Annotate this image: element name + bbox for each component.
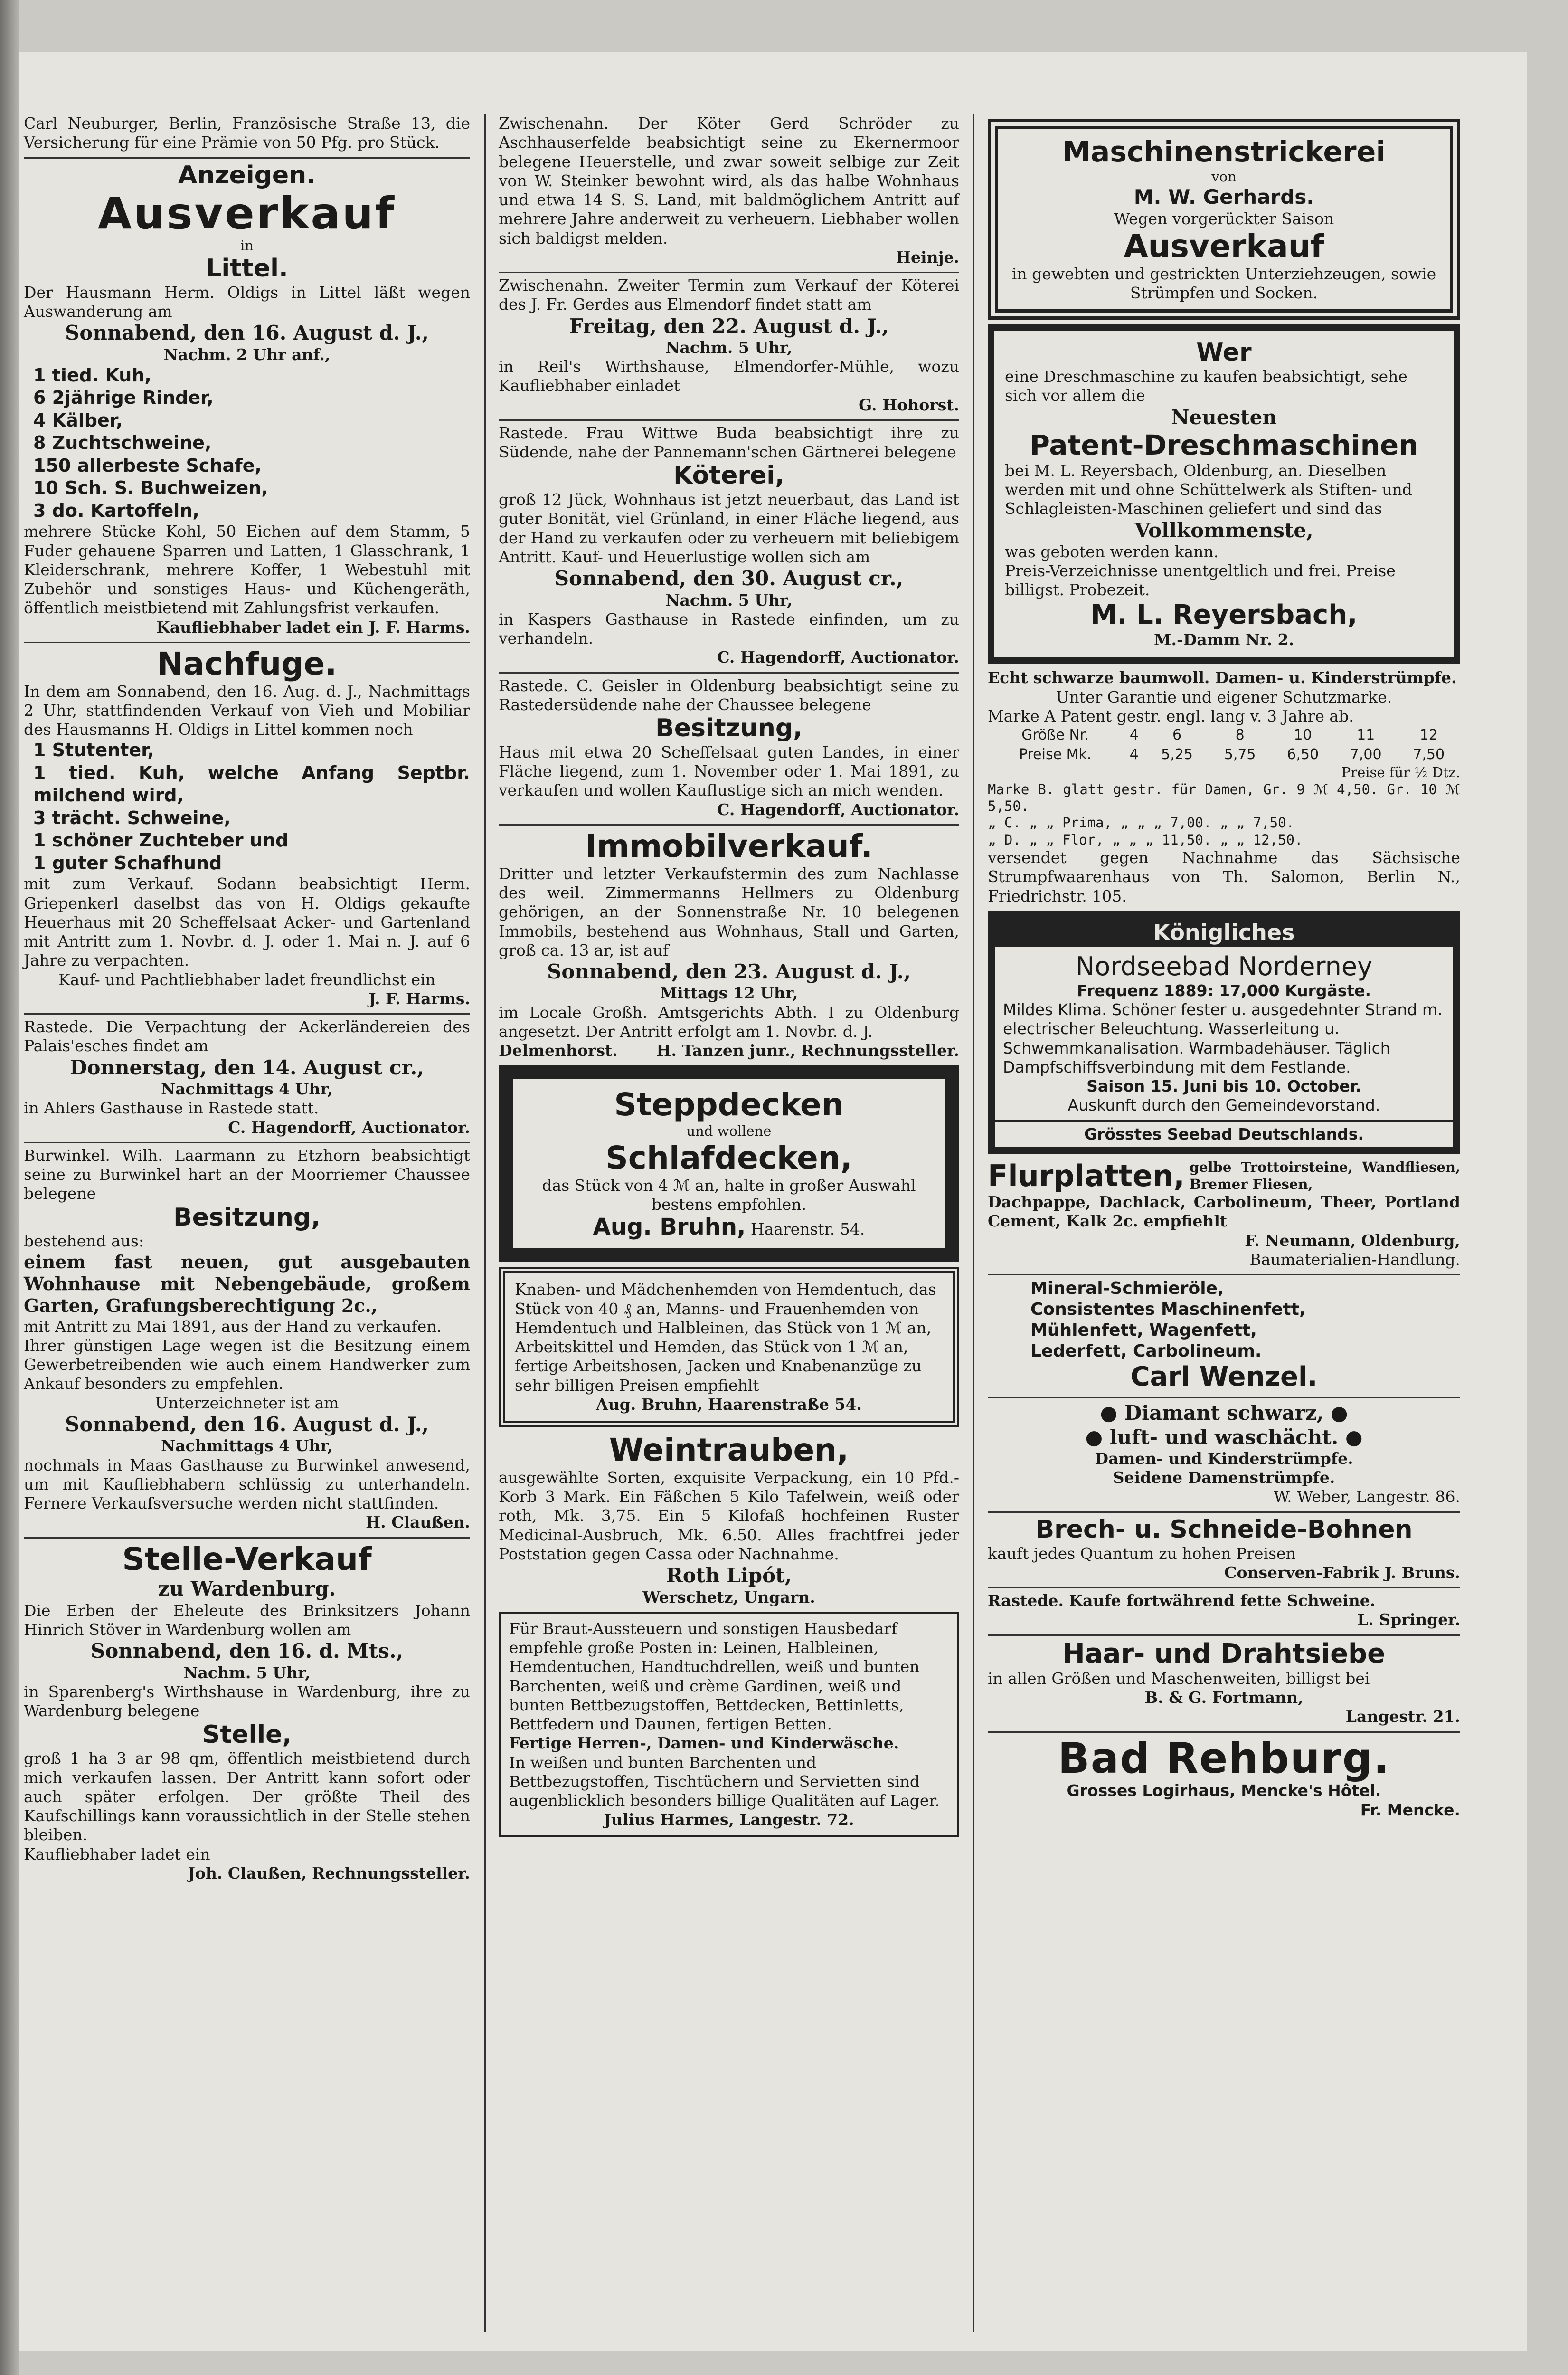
- ad-date: Sonnabend, den 16. d. Mts.,: [90, 1639, 404, 1663]
- rule: [24, 1537, 470, 1539]
- ad-signoff: C. Hagendorff, Auctionator.: [717, 648, 959, 667]
- ad-text: luft- und waschächt.: [1109, 1425, 1339, 1449]
- ad-flurplatten: [988, 1159, 1460, 1269]
- table-row: [988, 726, 1460, 745]
- ad-date: Freitag, den 22. August d. J.,: [569, 314, 889, 338]
- ad-text: In weißen und bunten Barchenten und Bettbezugstoffen, Tischtüchern und Servietten sind augenblicklich besonders billige Qualitäten auf Lager.: [509, 1753, 940, 1810]
- rule: [24, 157, 470, 159]
- table-cell: 7,50: [1413, 746, 1445, 763]
- rule: [988, 1511, 1460, 1513]
- ad-knaben-hemden: [499, 1267, 959, 1427]
- ad-text: Die Erben der Eheleute des Brinksitzers Johann Hinrich Stöver in Wardenburg wollen am: [24, 1601, 470, 1639]
- list-item: 8 Zuchtschweine,: [33, 432, 212, 454]
- rule: [24, 1013, 470, 1015]
- ad-title: Maschinenstrickerei: [1062, 135, 1386, 169]
- ad-text: Unter Garantie und eigener Schutzmarke.: [1056, 687, 1392, 706]
- ad-neuburger: [24, 114, 470, 152]
- ad-text: Dritter und letzter Verkaufstermin des zum Nachlasse des weil. Zimmermanns Hellmers zu Oldenburg gehörigen, an der Sonnenstraße Nr. 10 belegenen Immobils, bestehend aus Wohnhaus, Stall und Garten, groß ca. 13 ar, ist auf: [499, 864, 959, 960]
- ad-text: In dem am Sonnabend, den 16. Aug. d. J., Nachmittags 2 Uhr, stattfindenden Verkauf von Vieh und Mobiliar des Hausmanns H. Oldigs in Littel kommen noch: [24, 682, 470, 739]
- ad-text: mehrere Stücke Kohl, 50 Eichen auf dem Stamm, 5 Fuder gehauene Sparren und Latten, 1 Glasschrank, 1 Kleiderschrank, mehrere Koffer, 1 Webestuhl mit Zubehör und sonstiges Haus- und Küchengeräth, öffentlich meistbietend mit Zahlungsfrist verkaufen.: [24, 522, 470, 618]
- ad-dreschmaschinen: [988, 324, 1460, 664]
- ad-title: Haar- und Drahtsiebe: [1062, 1638, 1386, 1669]
- ad-name: B. & G. Fortmann,: [1144, 1688, 1304, 1707]
- ad-text: Ihrer günstigen Lage wegen ist die Besitzung einem Gewerbetreibenden wie auch einem Handwerker zum Ankauf besonders zu empfehlen.: [24, 1336, 470, 1393]
- ad-signoff: Fr. Mencke.: [1360, 1800, 1460, 1819]
- ad-title: Diamant schwarz,: [1124, 1401, 1324, 1425]
- ad-zwischenahn-koeterei: [499, 276, 959, 415]
- ad-siebe: [988, 1639, 1460, 1727]
- ad-date: Sonnabend, den 23. August d. J.,: [547, 960, 911, 984]
- rule: [988, 1731, 1460, 1733]
- ad-text: Marke A Patent gestr. engl. lang v. 3 Jahre ab.: [988, 706, 1354, 725]
- ad-text: nochmals in Maas Gasthause zu Burwinkel anwesend, um mit Kaufliebhabern schlüssig zu unterhandeln. Fernere Verkaufsversuche werden nicht stattfinden.: [24, 1455, 470, 1513]
- ad-date: Donnerstag, den 14. August cr.,: [70, 1055, 424, 1079]
- book-spine-shadow: [0, 0, 19, 2375]
- ad-title: Besitzung,: [655, 714, 803, 743]
- table-cell: 12: [1419, 727, 1438, 744]
- ad-text-bold: einem fast neuen, gut ausgebauten Wohnhause mit Nebengebäude, großem Garten, Grafungsberechtigung 2c.,: [24, 1251, 470, 1317]
- ad-footer: Grösstes Seebad Deutschlands.: [995, 1120, 1453, 1147]
- ad-text: Rastede. Kaufe fortwährend fette Schweine.: [988, 1591, 1376, 1610]
- bullet-icon: ●: [1330, 1401, 1348, 1425]
- ad-title: Ausverkauf: [98, 188, 396, 239]
- ad-date: Sonnabend, den 30. August cr.,: [554, 567, 904, 590]
- ad-text-bold: Frequenz 1889: 17,000 Kurgäste.: [1077, 981, 1371, 1000]
- table-cell: 5,25: [1161, 746, 1193, 763]
- ad-weintrauben: [499, 1432, 959, 1607]
- list-item: 1 tied. Kuh,: [33, 364, 151, 386]
- ad-title: Patent-Dreschmaschinen: [1030, 429, 1418, 462]
- column-divider: [484, 114, 486, 2332]
- table-cell: 6: [1172, 727, 1182, 744]
- list-item: Mineral-Schmieröle,: [1030, 1279, 1224, 1299]
- column-1: [19, 114, 475, 2332]
- ad-signoff: Heinje.: [896, 247, 959, 266]
- list-item: 1 Stutenter,: [33, 740, 154, 761]
- ad-text: im Locale Großh. Amtsgerichts Abth. I zu Oldenburg angesetzt. Der Antritt erfolgt am 1. Novbr. d. J.: [499, 1003, 959, 1041]
- ad-time: Nachm. 5 Uhr,: [183, 1663, 311, 1682]
- ad-text: versendet gegen Nachnahme das Sächsische Strumpfwaarenhaus von Th. Salomon, Berlin N., Friedrichstr. 105.: [988, 848, 1460, 905]
- ad-text: und wollene: [686, 1123, 772, 1140]
- list-item: 3 trächt. Schweine,: [33, 807, 231, 828]
- ad-text: „ C. „ „ Prima, „ „ „ 7,00. „ „ 7,50.: [988, 815, 1295, 831]
- list-item: 6 2jährige Rinder,: [33, 387, 214, 408]
- ad-signoff: G. Hohorst.: [859, 395, 959, 414]
- ad-text: in Kaspers Gasthause in Rastede einfinden, um zu verhandeln.: [499, 609, 959, 648]
- ad-title: Ausverkauf: [1124, 228, 1324, 265]
- ad-footer: [499, 1041, 959, 1060]
- ad-zwischenahn-heuerstelle: [499, 114, 959, 267]
- ad-diamant-schwarz: [988, 1401, 1460, 1507]
- ad-text: was geboten werden kann.: [1005, 542, 1219, 561]
- ad-signoff: J. F. Harms.: [368, 989, 470, 1008]
- ad-braut-aussteuern: [499, 1612, 959, 1837]
- ad-norderney: [988, 911, 1460, 1154]
- ad-signoff: C. Hagendorff, Auctionator.: [228, 1118, 470, 1137]
- ad-maschinenstrickerei: [988, 119, 1460, 320]
- table-cell: 5,75: [1224, 746, 1256, 763]
- list-item: Mühlenfett, Wagenfett,: [1030, 1320, 1257, 1340]
- ad-time: Nachm. 5 Uhr,: [665, 590, 793, 609]
- ad-text: groß 1 ha 3 ar 98 qm, öffentlich meistbietend durch mich verkaufen lassen. Der Antritt kann sofort oder auch später erfolgen. Der größte Theil des Kaufschillings kann voraussichtlich in der Stelle stehen bleiben.: [24, 1749, 470, 1844]
- ad-time: Mittags 12 Uhr,: [660, 984, 798, 1003]
- table-cell: 8: [1235, 727, 1245, 744]
- ad-address: M.-Damm Nr. 2.: [1154, 630, 1294, 649]
- ad-signoff: Joh. Claußen, Rechnungssteller.: [188, 1863, 470, 1882]
- ad-title: Bad Rehburg.: [1058, 1733, 1390, 1783]
- ad-burwinkel: [24, 1146, 470, 1532]
- ad-side-note: gelbe Trottoirsteine, Wandfliesen, Bremer Fliesen,: [1189, 1159, 1460, 1192]
- ad-text: Der Hausmann Herm. Oldigs in Littel läßt wegen Auswanderung am: [24, 283, 470, 321]
- ad-signoff: Julius Harmes, Langestr. 72.: [604, 1810, 854, 1829]
- ad-signoff: W. Weber, Langestr. 86.: [1274, 1487, 1460, 1506]
- table-cell: 7,00: [1350, 746, 1382, 763]
- ad-text: in: [240, 238, 254, 254]
- ad-text: mit Antritt zu Mai 1891, aus der Hand zu verkaufen.: [24, 1317, 442, 1336]
- ad-text: Kauf- und Pachtliebhaber ladet freundlichst ein: [58, 970, 436, 989]
- ad-title: Schlafdecken,: [605, 1139, 852, 1176]
- bullet-icon: ●: [1085, 1425, 1103, 1449]
- ad-text: Kaufliebhaber ladet ein: [24, 1844, 210, 1863]
- ad-title: Steppdecken: [614, 1086, 844, 1123]
- list-item: 150 allerbeste Schafe,: [33, 455, 262, 476]
- item-list: [33, 364, 470, 522]
- table-cell: 6,50: [1287, 746, 1319, 763]
- ad-header: Königliches: [995, 918, 1453, 947]
- ad-title-row: [988, 1401, 1460, 1425]
- list-item: 10 Sch. S. Buchweizen,: [33, 477, 268, 499]
- ad-place: Werschetz, Ungarn.: [642, 1587, 815, 1606]
- ad-name: M. L. Reyersbach,: [1090, 599, 1358, 630]
- table-cell: Preise Mk.: [1019, 746, 1092, 763]
- ad-text: bei M. L. Reyersbach, Oldenburg, an. Dieselben werden mit und ohne Schüttelwerk als Stiften- und Schlagleisten-Maschinen geliefert und sind das: [1005, 461, 1412, 518]
- ad-text: Auskunft durch den Gemeindevorstand.: [1067, 1096, 1380, 1115]
- ad-text: eine Dreschmaschine zu kaufen beabsichtigt, sehe sich vor allem die: [1005, 367, 1407, 405]
- ad-title: Vollkommenste,: [1134, 518, 1313, 542]
- list-item: 1 tied. Kuh, welche Anfang Septbr. milchend wird,: [33, 762, 470, 806]
- ad-side-note: Preise für ½ Dtz.: [1341, 764, 1460, 781]
- ad-text: bestehend aus:: [24, 1232, 144, 1251]
- ad-text: in Ahlers Gasthause in Rastede statt.: [24, 1099, 319, 1118]
- ad-text-bold: Fertige Herren-, Damen- und Kinderwäsche.: [509, 1734, 899, 1753]
- ad-title: Nordseebad Norderney: [1075, 951, 1373, 981]
- ad-text: Mildes Klima. Schöner fester u. ausgedehnter Strand m. electrischer Beleuchtung. Wasserleitung u. Schwemmkanalisation. Warmbadehäuser. Täglich Dampfschiffsverbindung mit dem Festlande.: [1003, 1000, 1443, 1076]
- rule: [988, 1274, 1460, 1275]
- ad-time: Nachmittags 4 Uhr,: [161, 1080, 333, 1099]
- ad-title: Besitzung,: [173, 1203, 321, 1232]
- ad-struempfe: [988, 668, 1460, 906]
- ad-title: Weintrauben,: [609, 1432, 849, 1468]
- ad-signoff: Conserven-Fabrik J. Bruns.: [1224, 1563, 1460, 1582]
- ad-address: Langestr. 21.: [1345, 1707, 1460, 1726]
- list-item: Consistentes Maschinenfett,: [1030, 1300, 1306, 1320]
- ad-time: Nachm. 2 Uhr anf.,: [163, 345, 331, 364]
- ad-subtitle: zu Wardenburg.: [158, 1577, 336, 1601]
- rule: [988, 1634, 1460, 1636]
- ad-title: Köterei,: [673, 461, 784, 490]
- ad-place: Littel.: [206, 254, 288, 283]
- ad-text-bold: Saison 15. Juni bis 10. October.: [1086, 1077, 1361, 1096]
- rule: [988, 1397, 1460, 1398]
- ad-text: groß 12 Jück, Wohnhaus ist jetzt neuerbaut, das Land ist guter Bonität, viel Grünland, in einer Fläche liegend, aus der Hand zu verkaufen oder zu verheuern mit beliebigem Antritt. Kauf- und Heuerlustige wollen sich am: [499, 490, 959, 566]
- ad-text: Knaben- und Mädchenhemden von Hemdentuch, das Stück von 40 ₰ an, Manns- und Frauenhemden von Hemdentuch und Halbleinen, das Stück von 1 ℳ an, Arbeitskittel und Hemden, das Stück von 1 ℳ an, fertige Arbeitshosen, Jacken und Knabenanzüge zu sehr billigen Preisen empfiehlt: [515, 1280, 936, 1395]
- table-row: [988, 745, 1460, 765]
- table-cell: 11: [1357, 727, 1375, 744]
- ad-rastede-besitzung: [499, 676, 959, 819]
- table-cell: 4: [1129, 727, 1139, 744]
- ad-text: mit zum Verkauf. Sodann beabsichtigt Herm. Griepenkerl daselbst das von H. Oldigs gekaufte Heuerhaus mit 20 Scheffelsaat Acker- und Gartenland mit Antritt zum 1. Novbr. d. J. oder 1. Mai n. J. auf 6 Jahre zu verpachten.: [24, 874, 470, 970]
- rule: [24, 642, 470, 643]
- ad-date: Sonnabend, den 16. August d. J.,: [65, 321, 429, 345]
- ad-signoff: H. Claußen.: [366, 1513, 470, 1532]
- ad-text: in Sparenberg's Wirthshause in Wardenburg, ihre zu Wardenburg belegene: [24, 1682, 470, 1720]
- ad-title: Neuesten: [1171, 405, 1277, 429]
- section-header: Anzeigen.: [178, 161, 316, 190]
- ad-signoff: L. Springer.: [1357, 1610, 1460, 1629]
- ad-rastede-schweine: [988, 1591, 1460, 1630]
- ad-text: Dachpappe, Dachlack, Carbolineum, Theer, Portland Cement, Kalk 2c. empfiehlt: [988, 1193, 1460, 1231]
- ad-text: Haus mit etwa 20 Scheffelsaat guten Landes, in einer Fläche liegend, zum 1. November oder 1. Mai 1891, zu verkaufen und wollen Kauflustige sich an mich wenden.: [499, 742, 959, 800]
- ad-name: M. W. Gerhards.: [1133, 185, 1314, 209]
- ad-text: von: [1211, 169, 1237, 185]
- rule: [499, 419, 959, 421]
- ad-time: Nachmittags 4 Uhr,: [161, 1436, 333, 1455]
- item-list: [33, 739, 470, 874]
- ad-text: Echt schwarze baumwoll. Damen- u. Kinderstrümpfe.: [988, 668, 1457, 687]
- ad-title: Flurplatten,: [988, 1158, 1185, 1193]
- list-item: 1 schöner Zuchteber und: [33, 830, 289, 851]
- ad-text: Wegen vorgerückter Saison: [1114, 209, 1334, 228]
- ad-name: Carl Wenzel.: [1130, 1361, 1318, 1392]
- ad-time: Nachm. 5 Uhr,: [665, 338, 793, 357]
- ad-steppdecken: [499, 1065, 959, 1262]
- ad-text: Carl Neuburger, Berlin, Französische Straße 13, die Versicherung für eine Prämie von 50 Pfg. pro Stück.: [24, 114, 470, 152]
- ad-text: Rastede. Die Verpachtung der Ackerländereien des Palais'esches findet am: [24, 1017, 470, 1055]
- ad-text: ausgewählte Sorten, exquisite Verpackung, ein 10 Pfd.-Korb 3 Mark. Ein Fäßchen 5 Kilo Tafelwein, weiß oder roth, Mk. 3,75. Ein 5 Kilofaß hochfeinen Ruster Medicinal-Ausbruch, Mk. 6.50. Alles frachtfrei jeder Poststation gegen Cassa oder Nachnahme.: [499, 1468, 959, 1563]
- ad-text: Baumaterialien-Handlung.: [1249, 1250, 1460, 1269]
- ad-text: Damen- und Kinderstrümpfe.: [1095, 1449, 1353, 1468]
- table-cell: Größe Nr.: [1021, 727, 1089, 744]
- ad-title: Stelle-Verkauf: [122, 1540, 372, 1577]
- ad-text: Preis-Verzeichnisse unentgeltlich und frei. Preise billigst. Probezeit.: [1005, 561, 1396, 599]
- ad-text: Marke B. glatt gestr. für Damen, Gr. 9 ℳ 4,50. Gr. 10 ℳ 5,50.: [988, 781, 1460, 814]
- column-3: [983, 114, 1465, 2332]
- ad-text: kauft jedes Quantum zu hohen Preisen: [988, 1544, 1296, 1563]
- rule: [499, 672, 959, 674]
- ad-bohnen: [988, 1516, 1460, 1582]
- ad-mineral-schmieroele: [988, 1278, 1460, 1392]
- ad-text: „ D. „ „ Flor, „ „ „ 11,50. „ „ 12,50.: [988, 831, 1303, 848]
- ad-name: F. Neumann, Oldenburg,: [1245, 1231, 1460, 1250]
- ad-ausverkauf-littel: [24, 190, 470, 637]
- newspaper-page: [19, 52, 1527, 2351]
- ad-text: Rastede. C. Geisler in Oldenburg beabsichtigt seine zu Rastedersüdende nahe der Chaussee belegene: [499, 676, 959, 714]
- ad-title-row: [988, 1425, 1460, 1449]
- ad-title: Stelle,: [202, 1720, 292, 1749]
- ad-date: Sonnabend, den 16. August d. J.,: [65, 1412, 429, 1436]
- ad-text: Zwischenahn. Der Köter Gerd Schröder zu Aschhauserfelde beabsichtigt seine zu Ekernermoor belegene Heuerstelle, und zwar soweit selbige zur Zeit von W. Steinker bewohnt wird, als das halbe Wohnhaus und etwa 14 S. S. Land, mit baldmöglichem Antritt auf mehrere Jahre anderweit zu verheuern. Liebhaber wollen sich baldigst melden.: [499, 114, 959, 247]
- ad-text: Unterzeichneter ist am: [155, 1393, 339, 1412]
- bullet-icon: ●: [1345, 1425, 1363, 1449]
- ad-title: Brech- u. Schneide-Bohnen: [1035, 1515, 1413, 1544]
- ad-place: Delmenhorst.: [499, 1041, 618, 1060]
- ad-signoff: H. Tanzen junr., Rechnungssteller.: [656, 1041, 959, 1060]
- ad-text: Burwinkel. Wilh. Laarmann zu Etzhorn beabsichtigt seine zu Burwinkel hart an der Moorriemer Chaussee belegene: [24, 1146, 470, 1203]
- list-item: 4 Kälber,: [33, 409, 123, 431]
- rule: [24, 1142, 470, 1143]
- ad-signoff: C. Hagendorff, Auctionator.: [717, 800, 959, 819]
- ad-immobilverkauf: [499, 828, 959, 1061]
- table-cell: 4: [1129, 746, 1139, 763]
- ad-title: Immobilverkauf.: [585, 827, 873, 864]
- list-item: 3 do. Kartoffeln,: [33, 500, 199, 521]
- ad-name: Roth Lipót,: [666, 1564, 792, 1587]
- ad-text: Zwischenahn. Zweiter Termin zum Verkauf der Köterei des J. Fr. Gerdes aus Elmendorf findet statt am: [499, 276, 959, 314]
- bullet-icon: ●: [1100, 1401, 1118, 1425]
- ad-title: Wer: [1196, 338, 1252, 367]
- rule: [499, 824, 959, 826]
- list-item: 1 guter Schafhund: [33, 852, 222, 874]
- ad-text: in Reil's Wirthshause, Elmendorfer-Mühle, wozu Kaufliebhaber einladet: [499, 357, 959, 395]
- column-divider: [973, 114, 974, 2332]
- ad-bad-rehburg: [988, 1733, 1460, 1820]
- ad-text: Rastede. Frau Wittwe Buda beabsichtigt ihre zu Südende, nahe der Pannemann'schen Gärtnerei belegene: [499, 423, 959, 462]
- ad-rastede-verpachtung: [24, 1017, 470, 1137]
- list-item: Lederfett, Carbolineum.: [1030, 1341, 1262, 1361]
- ad-stelle-verkauf: [24, 1541, 470, 1883]
- ad-address: Haarenstr. 54.: [750, 1220, 865, 1239]
- ad-title: Nachfuge.: [157, 645, 337, 682]
- ad-rastede-koeterei: [499, 424, 959, 667]
- ad-text: Für Braut-Aussteuern und sonstigen Hausbedarf empfehle große Posten in: Leinen, Halbleinen, Hemdentuchen, Handtuchdrellen, weiß und bunten Barchenten, weiß und crème Gardinen, weiß und bunten Bettbezugstoffen, Bettdecken, Bettinletts, Bettfedern und Daunen, fertigen Betten.: [509, 1619, 920, 1734]
- ad-text: Grosses Logirhaus, Mencke's Hôtel.: [1067, 1781, 1381, 1800]
- ad-text: Seidene Damenstrümpfe.: [1113, 1468, 1335, 1487]
- price-table: [988, 726, 1460, 764]
- ad-text: das Stück von 4 ℳ an, halte in großer Auswahl bestens empfohlen.: [542, 1176, 916, 1214]
- column-2: [494, 114, 964, 2332]
- rule: [499, 272, 959, 273]
- ad-text: in allen Größen und Maschenweiten, billigst bei: [988, 1669, 1370, 1688]
- rule: [988, 1587, 1460, 1588]
- ad-nachfuge: [24, 646, 470, 1008]
- ad-text: in gewebten und gestrickten Unterziehzeugen, sowie Strümpfen und Socken.: [1011, 264, 1436, 303]
- table-cell: 10: [1294, 727, 1312, 744]
- ad-signoff: Kaufliebhaber ladet ein J. F. Harms.: [156, 618, 470, 636]
- ad-name: Aug. Bruhn,: [593, 1214, 746, 1241]
- ad-signoff: Aug. Bruhn, Haarenstraße 54.: [596, 1395, 862, 1414]
